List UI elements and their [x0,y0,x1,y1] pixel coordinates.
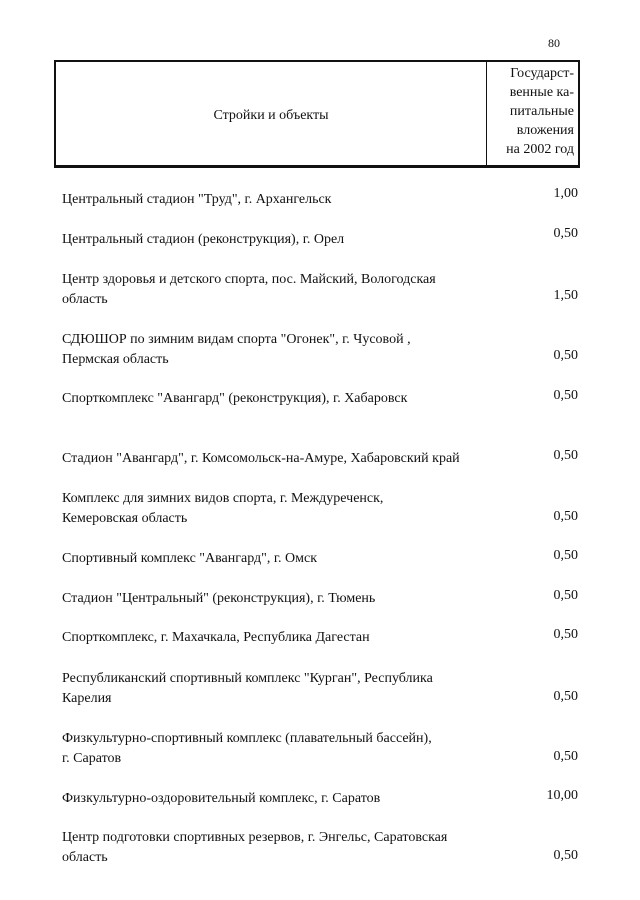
object-name: Спорткомплекс "Авангард" (реконструкция), г. Хабаровск [62,391,408,406]
investment-value: 0,50 [553,548,578,563]
column-header-investment-line: венные ка- [509,85,574,100]
object-name: Спорткомплекс, г. Махачкала, Республика Дагестан [62,630,370,645]
object-name: Физкультурно-оздоровительный комплекс, г. Саратов [62,791,381,806]
investment-value: 1,00 [553,186,578,201]
investment-value: 0,50 [553,689,578,704]
column-header-investment-line: Государст- [510,66,574,81]
column-header-investment [486,62,578,165]
investment-value: 0,50 [553,848,578,863]
column-header-objects: Стройки и объекты [213,107,329,123]
object-name: СДЮШОР по зимним видам спорта "Огонек", г. Чусовой , Пермская область [62,332,411,367]
object-name: Республиканский спортивный комплекс "Курган", Республика Карелия [62,671,433,706]
object-name: Центр здоровья и детского спорта, пос. Майский, Вологодская область [62,272,436,307]
object-name: Спортивный комплекс "Авангард", г. Омск [62,551,318,566]
column-header-investment-line: питальные [509,104,574,119]
investment-value: 1,50 [553,288,578,303]
investment-value: 0,50 [553,226,578,241]
object-name: Комплекс для зимних видов спорта, г. Междуреченск, Кемеровская область [62,491,384,526]
table-header [54,60,580,168]
investment-value: 0,50 [553,627,578,642]
column-header-investment-line: вложения [516,123,574,138]
investment-value: 0,50 [553,348,578,363]
investment-value: 0,50 [553,388,578,403]
object-name: Центральный стадион (реконструкция), г. Орел [62,232,345,247]
investment-value: 0,50 [553,749,578,764]
object-name: Стадион "Авангард", г. Комсомольск-на-Амуре, Хабаровский край [62,451,460,466]
column-header-investment-line: на 2002 год [506,142,574,157]
object-name: Центральный стадион "Труд", г. Архангельск [62,192,332,207]
object-name: Стадион "Центральный" (реконструкция), г. Тюмень [62,591,376,606]
investment-value: 0,50 [553,509,578,524]
investment-value: 10,00 [546,788,578,803]
investment-value: 0,50 [553,588,578,603]
object-name: Центр подготовки спортивных резервов, г. Энгельс, Саратовская область [62,830,448,865]
investment-value: 0,50 [553,448,578,463]
page-number: 80 [548,36,560,50]
object-name: Физкультурно-спортивный комплекс (плавательный бассейн), г. Саратов [62,731,432,766]
